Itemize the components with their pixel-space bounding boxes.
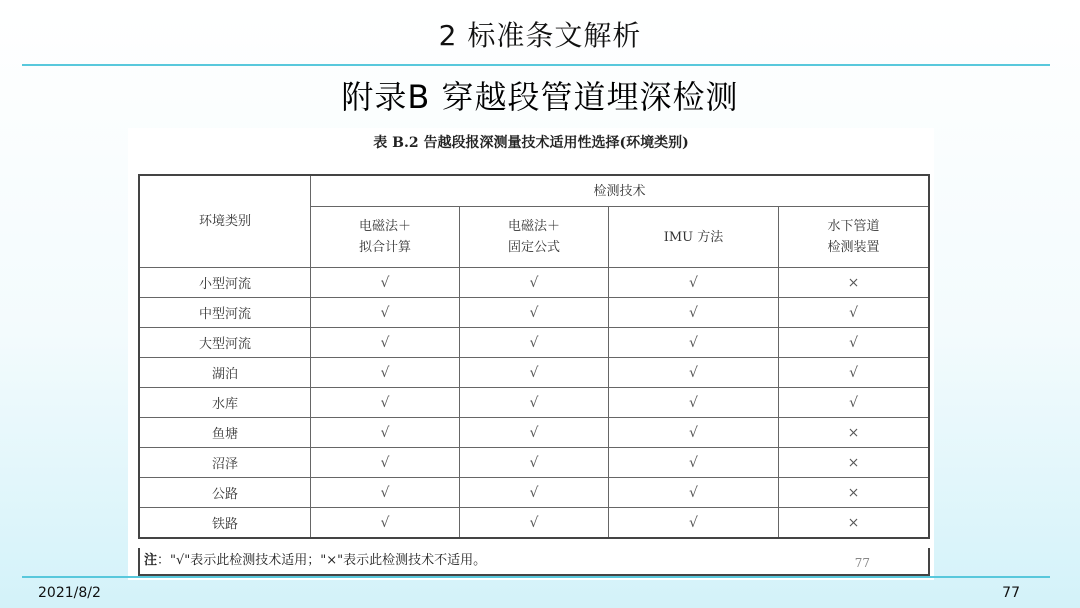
table-body: [139, 268, 929, 539]
slide-subtitle: 附录B 穿越段管道埋深检测: [341, 78, 739, 116]
environment-label: 湖泊: [139, 358, 311, 388]
applicability-mark: √: [311, 478, 460, 508]
note-text: ："√"表示此检测技术适用；"×"表示此检测技术不适用。: [157, 553, 487, 568]
table-row: [139, 508, 929, 539]
applicability-mark: √: [459, 268, 608, 298]
applicability-mark: √: [311, 328, 460, 358]
column-header-line: 拟合计算: [358, 240, 411, 255]
applicability-mark: ×: [779, 508, 929, 539]
table-row: [139, 298, 929, 328]
group-header: 检测技术: [311, 175, 930, 207]
applicability-mark: √: [608, 358, 778, 388]
applicability-mark: √: [459, 448, 608, 478]
applicability-mark: √: [608, 448, 778, 478]
column-header: [311, 207, 460, 268]
column-header-line: 固定公式: [507, 240, 560, 255]
column-header: [459, 207, 608, 268]
applicability-mark: √: [608, 508, 778, 539]
table-row: [139, 328, 929, 358]
applicability-mark: √: [608, 388, 778, 418]
applicability-mark: √: [779, 328, 929, 358]
column-header-line: 水下管道: [827, 219, 880, 234]
slide-section-title: 2 标准条文解析: [438, 19, 642, 52]
table-row: [139, 388, 929, 418]
applicability-mark: √: [311, 448, 460, 478]
applicability-mark: √: [459, 478, 608, 508]
column-header-line: 电磁法＋: [358, 219, 411, 234]
footer-page-number: 77: [1002, 585, 1020, 601]
applicability-mark: ×: [779, 478, 929, 508]
column-header-line: IMU 方法: [663, 229, 724, 245]
applicability-table: [138, 174, 930, 539]
environment-label: 鱼塘: [139, 418, 311, 448]
environment-label: 大型河流: [139, 328, 311, 358]
row-header: 环境类别: [139, 175, 311, 268]
applicability-mark: √: [459, 388, 608, 418]
applicability-mark: √: [608, 298, 778, 328]
document-page-number: 77: [854, 556, 870, 570]
applicability-mark: ×: [779, 448, 929, 478]
applicability-mark: √: [311, 418, 460, 448]
applicability-mark: √: [608, 328, 778, 358]
table-caption: 表 B.2 告越段报深测量技术适用性选择(环境类别): [373, 135, 689, 151]
applicability-mark: √: [459, 298, 608, 328]
environment-label: 中型河流: [139, 298, 311, 328]
applicability-mark: √: [311, 298, 460, 328]
environment-label: 公路: [139, 478, 311, 508]
applicability-mark: √: [311, 508, 460, 539]
table-row: [139, 478, 929, 508]
applicability-mark: √: [459, 358, 608, 388]
applicability-mark: √: [608, 268, 778, 298]
applicability-mark: √: [779, 298, 929, 328]
bottom-divider: [22, 576, 1050, 578]
scanned-document: [128, 128, 934, 580]
environment-label: 水库: [139, 388, 311, 418]
applicability-mark: √: [311, 358, 460, 388]
applicability-mark: √: [779, 358, 929, 388]
environment-label: 铁路: [139, 508, 311, 539]
applicability-mark: √: [608, 478, 778, 508]
environment-label: 沼泽: [139, 448, 311, 478]
table-note: [138, 548, 930, 576]
note-prefix: 注: [144, 553, 158, 568]
table-row: [139, 358, 929, 388]
applicability-mark: ×: [779, 418, 929, 448]
applicability-mark: √: [608, 418, 778, 448]
applicability-mark: √: [459, 508, 608, 539]
table-row: [139, 268, 929, 298]
table-row: [139, 448, 929, 478]
applicability-mark: √: [459, 418, 608, 448]
table-row: [139, 418, 929, 448]
column-header-line: 检测装置: [827, 240, 880, 255]
applicability-mark: √: [311, 388, 460, 418]
top-divider: [22, 64, 1050, 66]
applicability-mark: √: [459, 328, 608, 358]
applicability-mark: √: [779, 388, 929, 418]
environment-label: 小型河流: [139, 268, 311, 298]
applicability-mark: √: [311, 268, 460, 298]
footer-date: 2021/8/2: [38, 585, 101, 601]
column-header-line: 电磁法＋: [507, 219, 560, 234]
column-header: [608, 207, 778, 268]
column-header: [779, 207, 929, 268]
applicability-mark: ×: [779, 268, 929, 298]
